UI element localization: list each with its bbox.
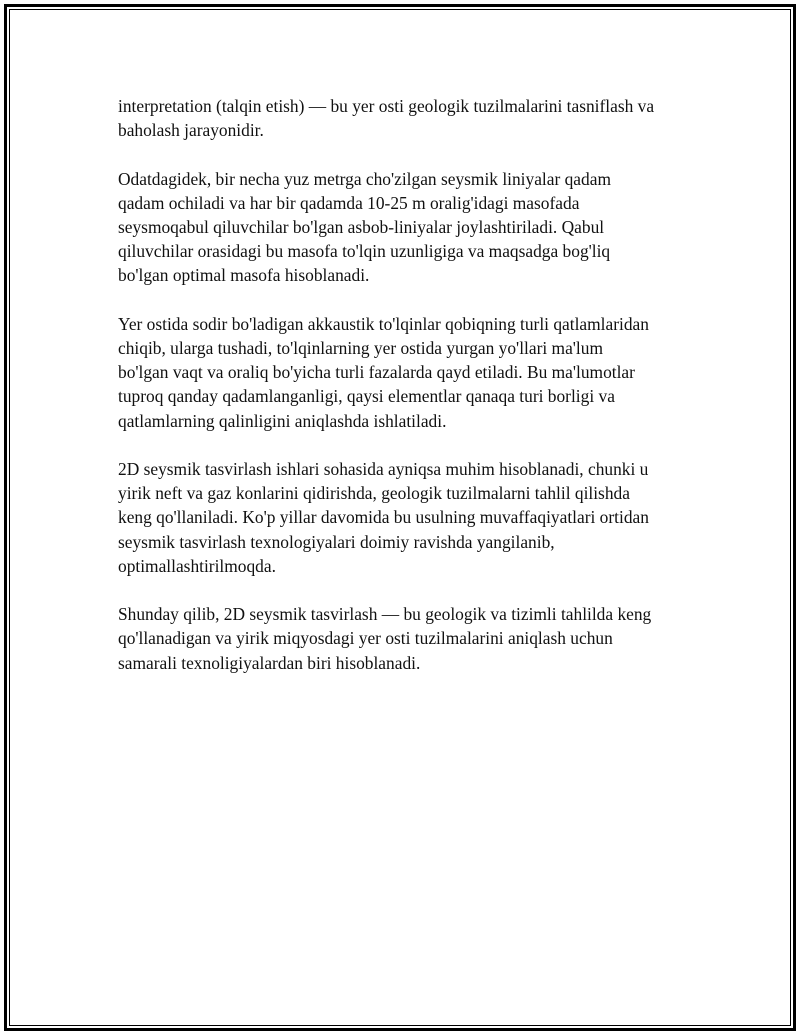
- paragraph-seismic-lines: Odatdagidek, bir necha yuz metrga cho'zilgan seysmik liniyalar qadam qadam ochiladi va har bir qadamda 10-25 m oralig'idagi masofada seysmoqabul qiluvchilar bo'lgan asbob-liniyalar joylashtiriladi. Qabul qiluvchilar orasidagi bu masofa to'lqin uzunligiga va maqsadga bog'liq bo'lgan optimal masofa hisoblanadi.: [118, 168, 611, 286]
- document-body: [118, 94, 698, 699]
- paragraph-2d-imaging: 2D seysmik tasvirlash ishlari sohasida ayniqsa muhim hisoblanadi, chunki u yirik neft va gaz konlarini qidirishda, geologik tuzilmalarni tahlil qilishda keng qo'llaniladi. Ko'p yillar davomida bu usulning muvaffaqiyatlari ortidan seysmik tasvirlash texnologiyalari doimiy ravishda yangilanib, optimallashtirilmoqda.: [118, 459, 649, 576]
- paragraph-acoustic-waves: Yer ostida sodir bo'ladigan akkaustik to'lqinlar qobiqning turli qatlamlaridan chiqib, ularga tushadi, to'lqinlarning yer ostida yurgan yo'llari ma'lum bo'lgan vaqt va oraliq bo'yicha turli fazalarda qayd etiladi. Bu ma'lumotlar tuproq qanday qadamlanganligi, qaysi elementlar qanaqa turi borligi va qatlamlarning qalinligini aniqlashda ishlatiladi.: [118, 313, 649, 431]
- paragraph-interpretation: interpretation (talqin etish) — bu yer osti geologik tuzilmalarini tasniflash va baholash jarayonidir.: [118, 96, 655, 141]
- paragraph-conclusion: Shunday qilib, 2D seysmik tasvirlash — bu geologik va tizimli tahlilda keng qo'llanadigan va yirik miqyosdagi yer osti tuzilmalarini aniqlash uchun samarali texnoligiyalardan biri hisoblanadi.: [118, 604, 652, 673]
